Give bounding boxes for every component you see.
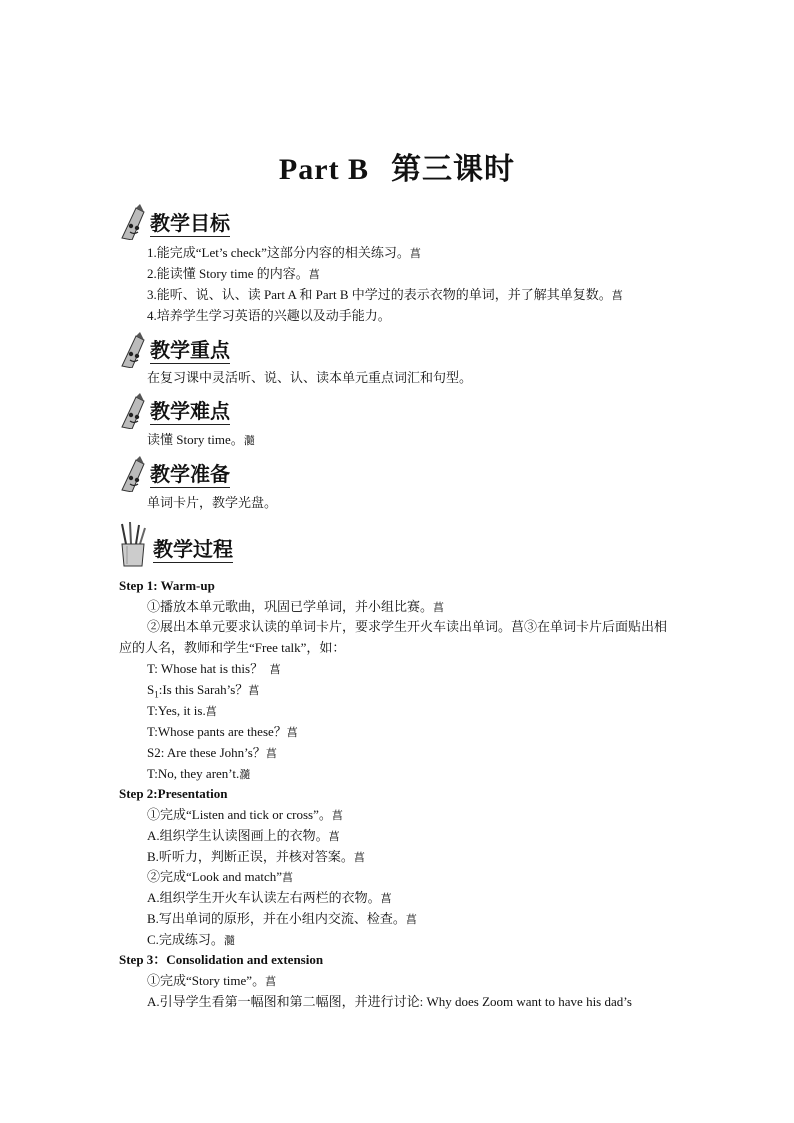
step2-line-3: B.听听力，判断正误，并核对答案。菖 [147, 849, 365, 864]
section-heading-goals: 教学目标 [150, 211, 230, 235]
step3-line-2: A.引导学生看第一幅图和第二幅图，并进行讨论: Why does Zoom want to have his dad’s [147, 994, 632, 1009]
step2-line-5: A.组织学生开火车认读左右两栏的衣物。菖 [147, 890, 392, 905]
dialogue-line-3: T:Yes, it is.菖 [147, 703, 217, 718]
section-heading-preparation: 教学准备 [150, 462, 230, 486]
step2-line-7: C.完成练习。瀡 [147, 932, 235, 947]
step2-line-1: ①完成“Listen and tick or cross”。菖 [147, 807, 343, 822]
section-heading-process: 教学过程 [153, 537, 233, 561]
pencil-icon [118, 204, 148, 240]
goal-item-2: 2.能读懂 Story time 的内容。菖 [147, 266, 320, 281]
step1-paragraph: ②展出本单元要求认读的单词卡片，要求学生开火车读出单词。菖③在单词卡片后面贴出相应的人名，教师和学生“Free talk”，如： [119, 619, 668, 655]
step3-label: Step 3：Consolidation and extension [119, 952, 324, 967]
goal-item-4: 4.培养学生学习英语的兴趣以及动手能力。 [147, 308, 391, 323]
step2-line-6: B.写出单词的原形，并在小组内交流、检查。菖 [147, 911, 417, 926]
dialogue-line-2: $S_1:Is$ this Sarah’s？菖 [147, 682, 260, 700]
pencil-cup-icon [118, 522, 148, 568]
section-heading-difficulties: 教学难点 [150, 399, 230, 423]
key-points-text: 在复习课中灵活听、说、认、读本单元重点词汇和句型。 [147, 370, 473, 385]
step2-label: Step 2:Presentation [119, 786, 228, 801]
difficulties-text: 读懂 Story time。瀡 [147, 432, 255, 447]
pencil-icon [118, 456, 148, 492]
dialogue-line-1: T: Whose hat is this？ 菖 [147, 661, 281, 676]
step1-line-1: ①播放本单元歌曲，巩固已学单词，并小组比赛。菖 [147, 599, 445, 614]
preparation-text: 单词卡片，教学光盘。 [147, 495, 278, 510]
dialogue-line-4: T:Whose pants are these？菖 [147, 724, 298, 739]
dialogue-line-6: T:No, they aren’t.瀡 [147, 766, 251, 781]
pencil-icon [118, 393, 148, 429]
goal-item-3: 3.能听、说、认、读 Part A 和 Part B 中学过的表示衣物的单词，并了解其单复数。菖 [147, 287, 623, 302]
page-title: Part B 第三课时 [278, 152, 516, 187]
goal-item-1: 1.能完成“Let’s check”这部分内容的相关练习。菖 [147, 245, 421, 260]
step2-line-2: A.组织学生认读图画上的衣物。菖 [147, 828, 340, 843]
dialogue-line-5: S2: Are these John’s？菖 [147, 745, 277, 760]
step1-label: Step 1: Warm-up [119, 578, 215, 593]
section-heading-key-points: 教学重点 [150, 338, 230, 362]
step3-line-1: ①完成“Story time”。菖 [147, 973, 277, 988]
pencil-icon [118, 332, 148, 368]
step2-line-4: ②完成“Look and match”菖 [147, 869, 294, 884]
